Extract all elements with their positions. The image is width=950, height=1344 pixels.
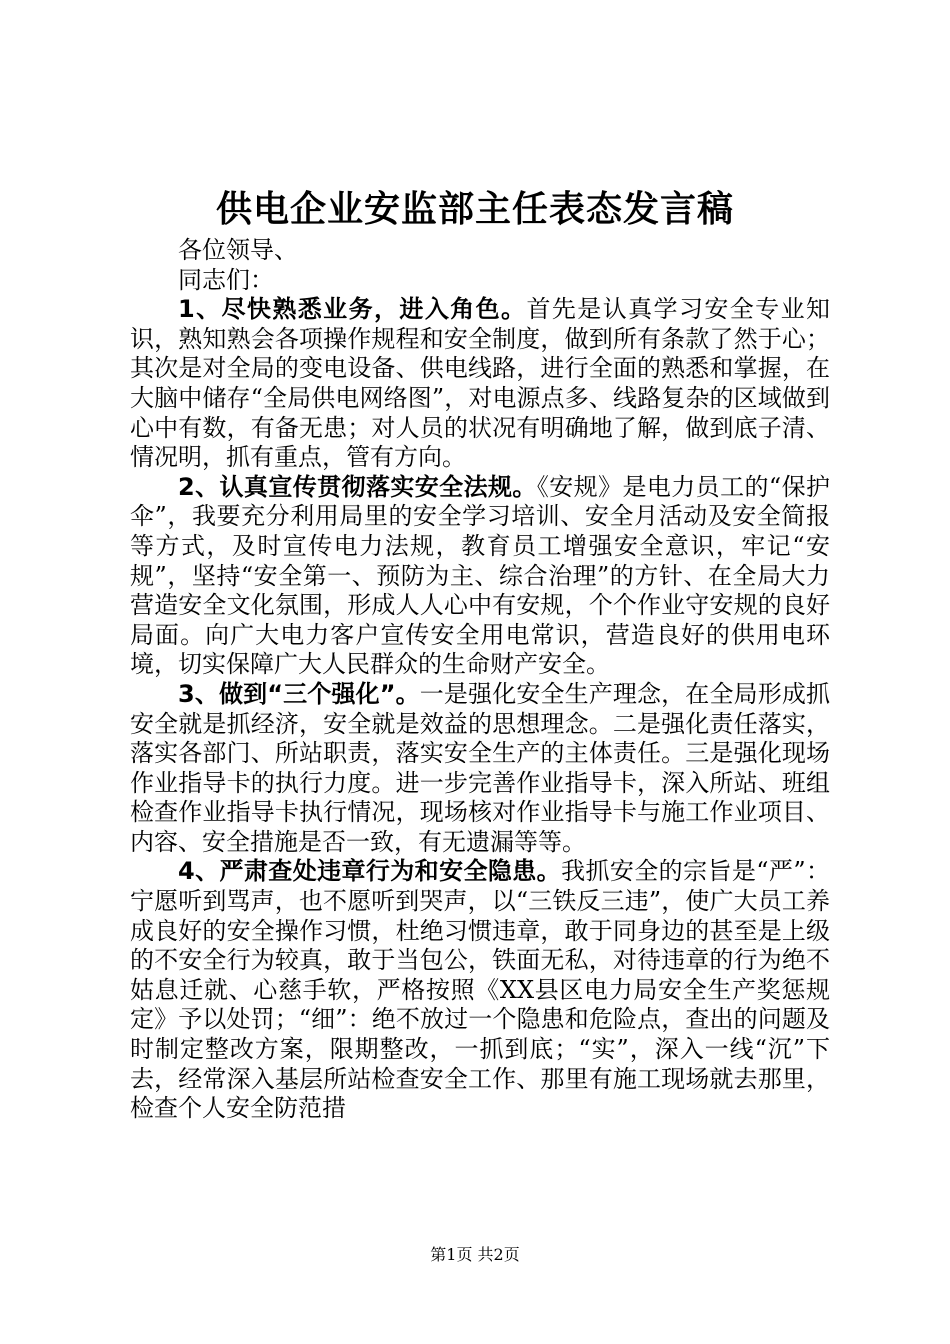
document-body bbox=[130, 236, 830, 1124]
paragraph-3-text: 一是强化安全生产理念，在全局形成抓安全就是抓经济，安全就是效益的思想理念。二是强化责任落实，落实各部门、所站职责，落实安全生产的主体责任。三是强化现场作业指导卡的执行力度。进一步完善作业指导卡，深入所站、班组检查作业指导卡执行情况，现场核对作业指导卡与施工作业项目、内容、安全措施是否一致，有无遗漏等等。 bbox=[130, 679, 831, 856]
page-title: 供电企业安监部主任表态发言稿 bbox=[215, 188, 734, 230]
paragraph-2 bbox=[130, 473, 830, 680]
paragraph-2-text: 《安规》是电力员工的“保护伞”，我要充分利用局里的安全学习培训、安全月活动及安全简报等方式，及时宣传电力法规，教育员工增强安全意识，牢记“安规”，坚持“安全第一、预防为主、综合治理”的方针、在全局大力营造安全文化氛围，形成人人心中有安规，个个作业守安规的良好局面。向广大电力客户宣传安全用电常识，营造良好的供用电环境，切实保障广大人民群众的生命财产安全。 bbox=[130, 472, 830, 679]
paragraph-1 bbox=[130, 295, 830, 473]
paragraph-3 bbox=[130, 680, 830, 858]
paragraph-4-text: 我抓安全的宗旨是“严”：宁愿听到骂声，也不愿听到哭声，以“三铁反三违”，使广大员工养成良好的安全操作习惯，杜绝习惯违章，敢于同身边的甚至是上级的不安全行为较真，敢于当包公，铁面无私，对待违章的行为绝不姑息迁就、心慈手软，严格按照《XX县区电力局安全生产奖惩规定》予以处罚；“细”：绝不放过一个隐患和危险点，查出的问题及时制定整改方案，限期整改，一抓到底；“实”，深入一线“沉”下去，经常深入基层所站检查安全工作、那里有施工现场就去那里，检查个人安全防范措 bbox=[130, 857, 830, 1123]
paragraph-4-lead: 4、严肃查处违章行为和安全隐患。 bbox=[178, 857, 562, 886]
salutation-line-1: 各位领导、 bbox=[178, 236, 298, 264]
paragraph-4 bbox=[130, 857, 830, 1123]
paragraph-2-lead: 2、认真宣传贯彻落实安全法规。 bbox=[178, 472, 537, 501]
page-footer: 第1页 共2页 bbox=[430, 1245, 520, 1264]
paragraph-3-lead: 3、做到“三个强化”。 bbox=[178, 679, 420, 708]
paragraph-1-lead: 1、尽快熟悉业务，进入角色。 bbox=[178, 295, 527, 324]
paragraph-1-text: 首先是认真学习安全专业知识，熟知熟会各项操作规程和安全制度，做到所有条款了然于心；其次是对全局的变电设备、供电线路，进行全面的熟悉和掌握，在大脑中储存“全局供电网络图”，对电源点多、线路复杂的区域做到心中有数，有备无患；对人员的状况有明确地了解，做到底子清、情况明，抓有重点，管有方向。 bbox=[130, 295, 830, 472]
salutation-line-2: 同志们： bbox=[178, 265, 274, 294]
